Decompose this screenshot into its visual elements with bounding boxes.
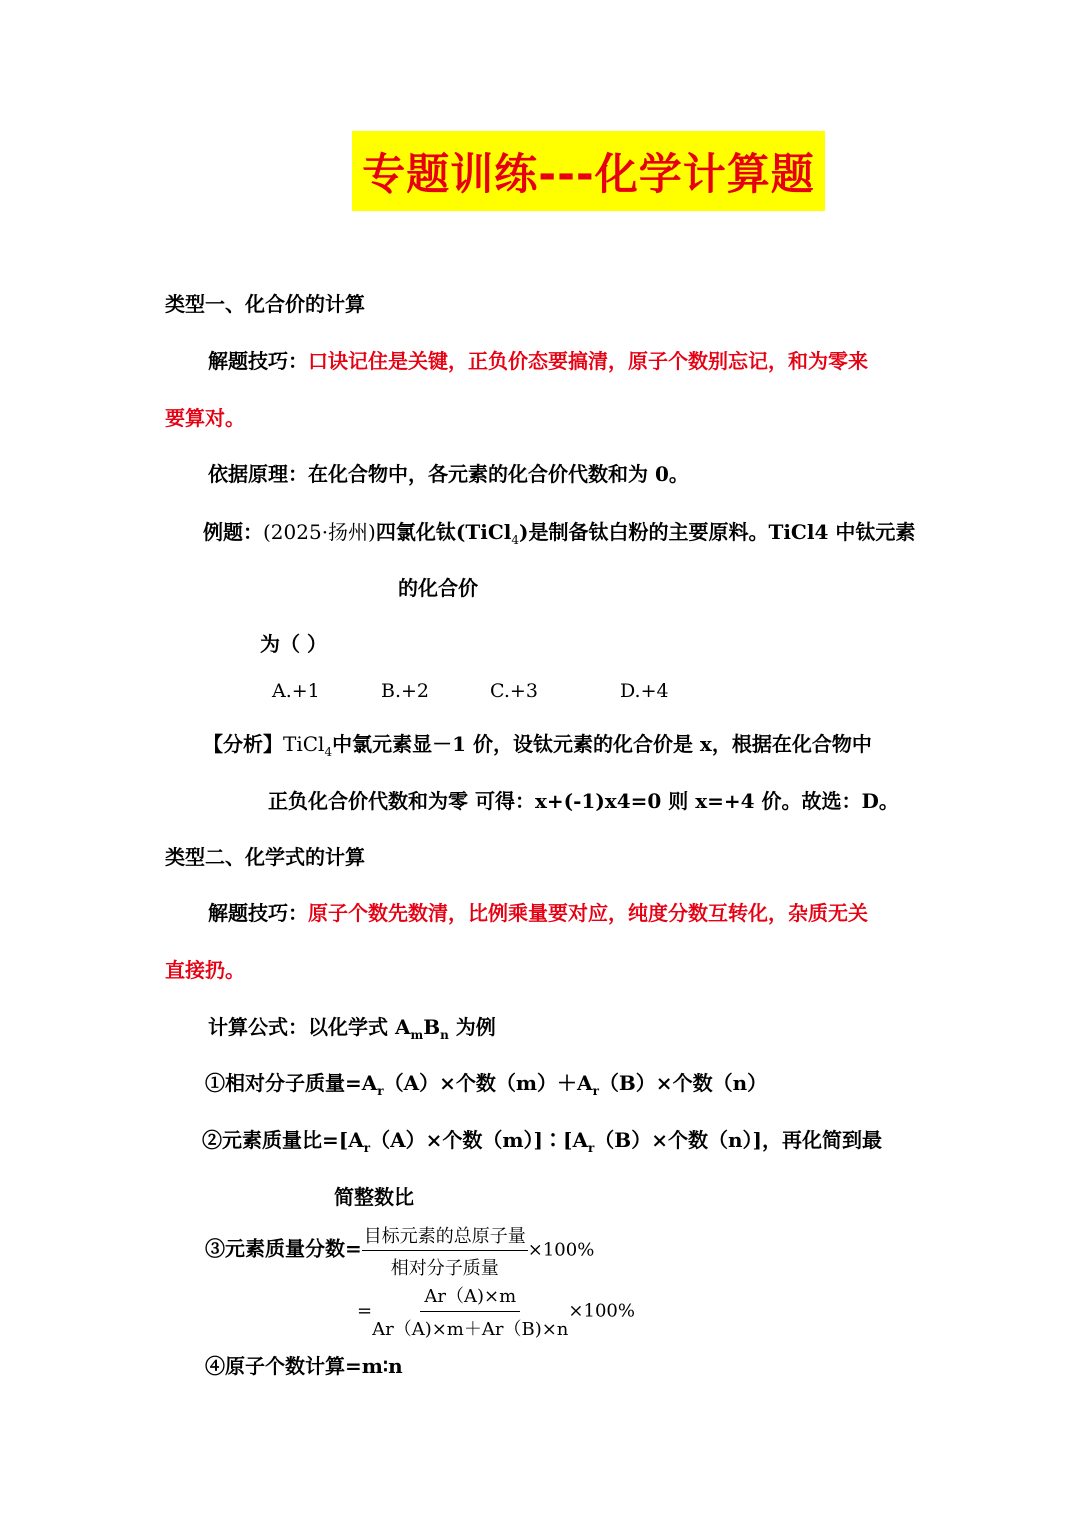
example-line3: 为（ ） — [260, 632, 327, 656]
formula-2-c: （B）×个数（n）]，再化简到最 — [594, 1128, 882, 1152]
formula-3-denominator: 相对分子质量 — [390, 1258, 499, 1279]
type2-tip-label: 解题技巧： — [208, 901, 308, 925]
formula-3-percent: ×100% — [527, 1239, 595, 1261]
example-line2: 的化合价 — [398, 576, 478, 600]
formula-2-sub2: r — [587, 1141, 595, 1155]
formula-3 — [205, 1222, 594, 1280]
page-title: 专题训练---化学计算题 — [362, 149, 815, 200]
formula-3b-denominator: Ar（A)×m＋Ar（B)×n — [372, 1319, 569, 1340]
option-d: D.+4 — [620, 680, 669, 702]
formula-intro-n: n — [440, 1028, 449, 1042]
formula-2-sub: r — [363, 1141, 371, 1155]
type2-tip-line1: 原子个数先数清，比例乘量要对应，纯度分数互转化，杂质无关 — [308, 901, 868, 925]
type1-heading: 类型一、化合价的计算 — [165, 292, 365, 316]
formula-1 — [205, 1067, 767, 1098]
type1-tip-line2: 要算对。 — [165, 406, 245, 430]
analysis — [203, 728, 872, 759]
analysis-a: TiCl — [283, 732, 325, 756]
title-banner — [352, 131, 825, 211]
type1-tip — [208, 345, 868, 374]
option-a: A.+1 — [272, 680, 320, 702]
type2-tip-line2: 直接扔。 — [165, 958, 245, 982]
formula-3-fraction — [362, 1222, 528, 1280]
option-b: B.+2 — [381, 680, 430, 702]
formula-2 — [202, 1124, 882, 1155]
formula-1-sub2: r — [592, 1084, 599, 1098]
example-source: (2025·扬州) — [263, 520, 376, 544]
formula-1-sub: r — [377, 1084, 384, 1098]
formula-3b-eq: = — [357, 1300, 373, 1322]
formula-intro-m: m — [410, 1028, 424, 1042]
formula-3-label: ③元素质量分数= — [205, 1236, 362, 1261]
formula-intro-c: 为例 — [448, 1015, 496, 1039]
analysis-c: 中氯元素显－1 价，设钛元素的化合价是 x，根据在化合物中 — [332, 732, 872, 756]
analysis-line2: 正负化合价代数和为零 可得：x+(-1)x4=0 则 x=+4 价。故选：D。 — [268, 789, 899, 813]
formula-intro — [208, 1011, 496, 1042]
type1-tip-line1: 口诀记住是关键，正负价态要搞清，原子个数别忘记，和为零来 — [308, 349, 868, 373]
example-text-sub: 4 — [511, 533, 519, 547]
formula-1-c: （B）×个数（n） — [598, 1071, 768, 1095]
formula-1-a: ①相对分子质量=A — [205, 1071, 378, 1095]
type1-example — [203, 516, 915, 547]
example-text-c: )是制备钛白粉的主要原料。TiCl4 中钛元素 — [518, 520, 916, 544]
example-label: 例题： — [203, 520, 263, 544]
formula-2-line2: 简整数比 — [334, 1185, 414, 1209]
formula-4: ④原子个数计算=m∶n — [205, 1354, 403, 1378]
type1-tip-label: 解题技巧： — [208, 349, 308, 373]
formula-intro-b: B — [423, 1015, 441, 1039]
formula-3b-fraction — [372, 1282, 568, 1341]
formula-3b-percent: ×100% — [568, 1300, 635, 1322]
formula-intro-a: 计算公式：以化学式 A — [208, 1015, 411, 1039]
analysis-sub: 4 — [324, 745, 333, 759]
formula-3-numerator: 目标元素的总原子量 — [362, 1222, 528, 1251]
formula-2-a: ②元素质量比=[A — [202, 1128, 364, 1152]
type1-principle: 依据原理：在化合物中，各元素的化合价代数和为 0。 — [208, 462, 689, 486]
option-c: C.+3 — [490, 680, 538, 702]
formula-2-b: （A）×个数（m）]∶[A — [370, 1128, 588, 1152]
type2-heading: 类型二、化学式的计算 — [165, 845, 365, 869]
formula-1-b: （A）×个数（m）＋A — [383, 1071, 593, 1095]
example-text-a: 四氯化钛(TiCl — [375, 520, 512, 544]
type2-tip — [208, 897, 868, 926]
formula-3b — [357, 1282, 635, 1341]
analysis-label: 【分析】 — [203, 732, 283, 756]
formula-3b-numerator: Ar（A)×m — [420, 1282, 520, 1312]
